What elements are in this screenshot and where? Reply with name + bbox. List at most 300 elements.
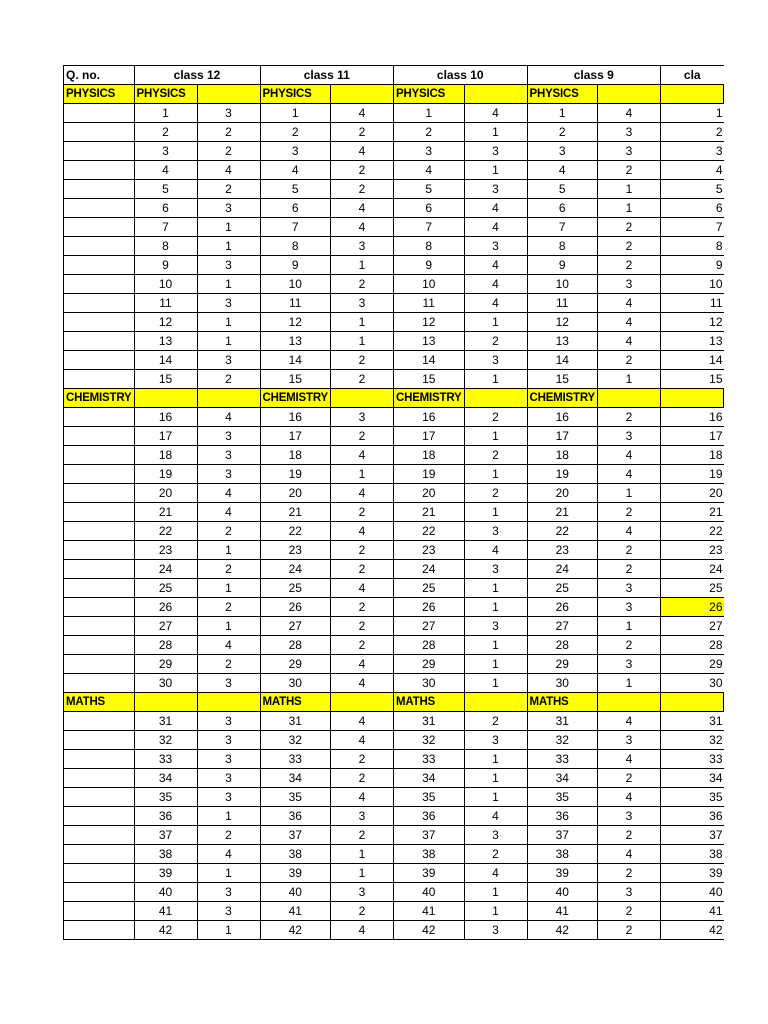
question-number-cell: 2: [661, 123, 724, 142]
table-row: [64, 218, 724, 237]
question-number-cell: 41: [661, 902, 724, 921]
question-number-cell: 5: [527, 180, 598, 199]
question-number-cell: 35: [661, 788, 724, 807]
answer-cell: 1: [331, 845, 394, 864]
question-number-cell: 26: [527, 598, 598, 617]
section-label-cell: CHEMISTRY: [260, 389, 331, 408]
question-number-cell: 1: [260, 104, 331, 123]
table-row: [64, 465, 724, 484]
question-number-cell: 40: [260, 883, 331, 902]
question-number-cell: 2: [527, 123, 598, 142]
answer-cell: 2: [331, 769, 394, 788]
section-label-cell: [464, 693, 527, 712]
answer-cell: 2: [598, 541, 661, 560]
question-number-cell: 11: [260, 294, 331, 313]
question-number-cell: 29: [134, 655, 197, 674]
answer-cell: 4: [598, 104, 661, 123]
answer-cell: 3: [598, 123, 661, 142]
question-number-cell: 28: [527, 636, 598, 655]
qno-cell: [64, 218, 135, 237]
qno-cell: [64, 503, 135, 522]
answer-cell: 1: [464, 769, 527, 788]
table-row: [64, 256, 724, 275]
question-number-cell: 11: [394, 294, 465, 313]
question-number-cell: 26: [260, 598, 331, 617]
answer-cell: 2: [464, 712, 527, 731]
qno-cell: [64, 142, 135, 161]
question-number-cell: 24: [394, 560, 465, 579]
answer-cell: 4: [197, 484, 260, 503]
question-number-cell: 36: [661, 807, 724, 826]
section-label-cell: [197, 389, 260, 408]
answer-cell: 4: [197, 845, 260, 864]
qno-cell: [64, 446, 135, 465]
answer-cell: 4: [331, 218, 394, 237]
table-row: [64, 180, 724, 199]
question-number-cell: 34: [527, 769, 598, 788]
qno-header: Q. no.: [64, 66, 135, 85]
question-number-cell: 14: [661, 351, 724, 370]
question-number-cell: 18: [394, 446, 465, 465]
question-number-cell: 3: [134, 142, 197, 161]
answer-cell: 4: [464, 275, 527, 294]
question-number-cell: 7: [527, 218, 598, 237]
question-number-cell: 14: [134, 351, 197, 370]
question-number-cell: 19: [394, 465, 465, 484]
answer-cell: 2: [598, 769, 661, 788]
question-number-cell: 11: [134, 294, 197, 313]
question-number-cell: 10: [661, 275, 724, 294]
answer-cell: 3: [197, 712, 260, 731]
answer-cell: 1: [464, 123, 527, 142]
question-number-cell: 42: [260, 921, 331, 940]
question-number-cell: 32: [260, 731, 331, 750]
question-number-cell: 38: [661, 845, 724, 864]
question-number-cell: 2: [260, 123, 331, 142]
question-number-cell: 10: [394, 275, 465, 294]
question-number-cell: 25: [260, 579, 331, 598]
question-number-cell: 1: [527, 104, 598, 123]
section-label-cell: CHEMISTRY: [394, 389, 465, 408]
section-label-cell: [464, 85, 527, 104]
question-number-cell: 17: [134, 427, 197, 446]
question-number-cell: 4: [134, 161, 197, 180]
question-number-cell: 37: [394, 826, 465, 845]
question-number-cell: 27: [661, 617, 724, 636]
question-number-cell: 24: [661, 560, 724, 579]
answer-cell: 2: [598, 636, 661, 655]
class12-header: class 12: [134, 66, 260, 85]
answer-cell: 2: [331, 560, 394, 579]
answer-cell: 3: [464, 142, 527, 161]
qno-cell: [64, 845, 135, 864]
answer-cell: 2: [197, 142, 260, 161]
question-number-cell: 4: [527, 161, 598, 180]
answer-cell: 4: [331, 484, 394, 503]
question-number-cell: 26: [661, 598, 724, 617]
answer-key-table: [63, 65, 724, 940]
section-label-cell: [331, 693, 394, 712]
table-row: [64, 522, 724, 541]
table-row: [64, 275, 724, 294]
question-number-cell: 13: [527, 332, 598, 351]
section-label-cell: CHEMISTRY: [527, 389, 598, 408]
question-number-cell: 22: [394, 522, 465, 541]
question-number-cell: 9: [661, 256, 724, 275]
answer-cell: 3: [598, 275, 661, 294]
question-number-cell: 39: [661, 864, 724, 883]
question-number-cell: 22: [260, 522, 331, 541]
table-row: [64, 864, 724, 883]
answer-cell: 2: [331, 617, 394, 636]
answer-cell: 2: [331, 351, 394, 370]
answer-cell: 4: [464, 294, 527, 313]
answer-cell: 3: [464, 560, 527, 579]
question-number-cell: 23: [527, 541, 598, 560]
section-label-cell: PHYSICS: [64, 85, 135, 104]
qno-cell: [64, 579, 135, 598]
answer-cell: 2: [331, 275, 394, 294]
question-number-cell: 19: [527, 465, 598, 484]
class-cut-header: cla: [661, 66, 724, 85]
qno-cell: [64, 465, 135, 484]
question-number-cell: 35: [134, 788, 197, 807]
answer-cell: 1: [197, 921, 260, 940]
answer-cell: 1: [464, 161, 527, 180]
question-number-cell: 37: [661, 826, 724, 845]
question-number-cell: 17: [394, 427, 465, 446]
class9-header: class 9: [527, 66, 661, 85]
question-number-cell: 16: [394, 408, 465, 427]
question-number-cell: 16: [260, 408, 331, 427]
table-row: [64, 750, 724, 769]
question-number-cell: 19: [260, 465, 331, 484]
question-number-cell: 17: [527, 427, 598, 446]
question-number-cell: 10: [527, 275, 598, 294]
section-label-cell: PHYSICS: [134, 85, 197, 104]
section-label-cell: [661, 85, 724, 104]
table-row: [64, 199, 724, 218]
question-number-cell: 6: [134, 199, 197, 218]
table-row: [64, 408, 724, 427]
question-number-cell: 16: [134, 408, 197, 427]
question-number-cell: 23: [260, 541, 331, 560]
answer-cell: 1: [197, 807, 260, 826]
question-number-cell: 27: [260, 617, 331, 636]
question-number-cell: 31: [134, 712, 197, 731]
answer-cell: 3: [197, 104, 260, 123]
qno-cell: [64, 275, 135, 294]
answer-cell: 2: [464, 332, 527, 351]
answer-cell: 2: [197, 826, 260, 845]
question-number-cell: 37: [134, 826, 197, 845]
qno-cell: [64, 788, 135, 807]
answer-cell: 2: [331, 370, 394, 389]
question-number-cell: 30: [394, 674, 465, 693]
answer-cell: 4: [598, 788, 661, 807]
answer-cell: 1: [598, 199, 661, 218]
question-number-cell: 14: [260, 351, 331, 370]
table-row: [64, 161, 724, 180]
qno-cell: [64, 636, 135, 655]
answer-cell: 3: [464, 522, 527, 541]
qno-cell: [64, 427, 135, 446]
answer-cell: 4: [197, 408, 260, 427]
question-number-cell: 1: [394, 104, 465, 123]
answer-cell: 1: [197, 579, 260, 598]
question-number-cell: 21: [527, 503, 598, 522]
question-number-cell: 28: [134, 636, 197, 655]
question-number-cell: 2: [134, 123, 197, 142]
question-number-cell: 38: [260, 845, 331, 864]
table-row: [64, 598, 724, 617]
qno-cell: [64, 161, 135, 180]
answer-cell: 1: [464, 598, 527, 617]
section-label-cell: MATHS: [394, 693, 465, 712]
answer-cell: 1: [464, 427, 527, 446]
class11-header: class 11: [260, 66, 394, 85]
section-label-cell: [197, 693, 260, 712]
section-label-cell: [598, 389, 661, 408]
qno-cell: [64, 541, 135, 560]
qno-cell: [64, 484, 135, 503]
question-number-cell: 6: [394, 199, 465, 218]
answer-cell: 2: [197, 598, 260, 617]
answer-cell: 2: [331, 123, 394, 142]
question-number-cell: 7: [260, 218, 331, 237]
answer-cell: 1: [197, 218, 260, 237]
question-number-cell: 12: [661, 313, 724, 332]
question-number-cell: 5: [661, 180, 724, 199]
question-number-cell: 7: [661, 218, 724, 237]
table-row: [64, 484, 724, 503]
question-number-cell: 34: [661, 769, 724, 788]
question-number-cell: 32: [661, 731, 724, 750]
question-number-cell: 38: [134, 845, 197, 864]
answer-cell: 1: [464, 370, 527, 389]
answer-cell: 2: [598, 256, 661, 275]
question-number-cell: 29: [394, 655, 465, 674]
question-number-cell: 41: [394, 902, 465, 921]
table-row: [64, 313, 724, 332]
question-number-cell: 21: [394, 503, 465, 522]
answer-cell: 4: [464, 541, 527, 560]
section-label-cell: PHYSICS: [527, 85, 598, 104]
section-label-cell: PHYSICS: [260, 85, 331, 104]
question-number-cell: 3: [661, 142, 724, 161]
question-number-cell: 30: [260, 674, 331, 693]
table-row: [64, 294, 724, 313]
question-number-cell: 24: [134, 560, 197, 579]
answer-cell: 4: [598, 332, 661, 351]
section-label-cell: [598, 693, 661, 712]
answer-cell: 2: [331, 598, 394, 617]
answer-cell: 3: [464, 351, 527, 370]
table-row: [64, 655, 724, 674]
answer-cell: 4: [331, 921, 394, 940]
answer-cell: 2: [598, 921, 661, 940]
section-label-cell: [134, 693, 197, 712]
question-number-cell: 12: [527, 313, 598, 332]
question-number-cell: 11: [527, 294, 598, 313]
header-row: [64, 66, 724, 85]
answer-cell: 4: [331, 712, 394, 731]
question-number-cell: 8: [527, 237, 598, 256]
answer-cell: 4: [598, 294, 661, 313]
table-row: [64, 769, 724, 788]
answer-cell: 2: [197, 180, 260, 199]
answer-cell: 2: [197, 522, 260, 541]
answer-cell: 2: [331, 902, 394, 921]
question-number-cell: 36: [134, 807, 197, 826]
qno-cell: [64, 902, 135, 921]
answer-cell: 3: [331, 408, 394, 427]
question-number-cell: 22: [527, 522, 598, 541]
answer-cell: 2: [598, 351, 661, 370]
answer-cell: 4: [331, 446, 394, 465]
question-number-cell: 16: [527, 408, 598, 427]
answer-cell: 3: [331, 237, 394, 256]
question-number-cell: 8: [661, 237, 724, 256]
question-number-cell: 36: [260, 807, 331, 826]
answer-cell: 4: [598, 522, 661, 541]
question-number-cell: 31: [661, 712, 724, 731]
table-row: [64, 332, 724, 351]
question-number-cell: 34: [134, 769, 197, 788]
question-number-cell: 41: [134, 902, 197, 921]
qno-cell: [64, 180, 135, 199]
answer-cell: 4: [331, 731, 394, 750]
answer-cell: 4: [598, 750, 661, 769]
answer-cell: 3: [464, 617, 527, 636]
answer-cell: 2: [598, 237, 661, 256]
question-number-cell: 42: [527, 921, 598, 940]
answer-cell: 1: [331, 864, 394, 883]
question-number-cell: 42: [394, 921, 465, 940]
question-number-cell: 22: [134, 522, 197, 541]
answer-cell: 4: [464, 199, 527, 218]
answer-cell: 3: [598, 731, 661, 750]
answer-cell: 2: [331, 161, 394, 180]
answer-cell: 2: [197, 370, 260, 389]
answer-cell: 4: [197, 503, 260, 522]
question-number-cell: 33: [527, 750, 598, 769]
question-number-cell: 33: [260, 750, 331, 769]
qno-cell: [64, 826, 135, 845]
question-number-cell: 29: [260, 655, 331, 674]
qno-cell: [64, 769, 135, 788]
answer-cell: 2: [464, 845, 527, 864]
answer-cell: 2: [598, 902, 661, 921]
question-number-cell: 39: [134, 864, 197, 883]
answer-cell: 3: [598, 598, 661, 617]
question-number-cell: 4: [661, 161, 724, 180]
answer-cell: 2: [598, 503, 661, 522]
question-number-cell: 17: [661, 427, 724, 446]
question-number-cell: 32: [394, 731, 465, 750]
question-number-cell: 10: [134, 275, 197, 294]
section-label-cell: [331, 85, 394, 104]
answer-cell: 1: [331, 313, 394, 332]
question-number-cell: 30: [527, 674, 598, 693]
answer-cell: 1: [464, 902, 527, 921]
answer-cell: 2: [464, 408, 527, 427]
answer-cell: 1: [464, 636, 527, 655]
question-number-cell: 28: [260, 636, 331, 655]
answer-cell: 3: [197, 750, 260, 769]
table-row: [64, 351, 724, 370]
table-row: [64, 788, 724, 807]
section-label-cell: PHYSICS: [394, 85, 465, 104]
section-label-cell: MATHS: [64, 693, 135, 712]
answer-cell: 3: [464, 921, 527, 940]
qno-cell: [64, 731, 135, 750]
answer-cell: 3: [197, 256, 260, 275]
question-number-cell: 13: [134, 332, 197, 351]
question-number-cell: 3: [527, 142, 598, 161]
answer-cell: 3: [598, 883, 661, 902]
section-header-row: [64, 693, 724, 712]
section-label-cell: MATHS: [527, 693, 598, 712]
question-number-cell: 4: [394, 161, 465, 180]
answer-cell: 1: [464, 674, 527, 693]
answer-cell: 1: [464, 883, 527, 902]
question-number-cell: 16: [661, 408, 724, 427]
question-number-cell: 25: [394, 579, 465, 598]
question-number-cell: 1: [661, 104, 724, 123]
qno-cell: [64, 598, 135, 617]
class10-header: class 10: [394, 66, 528, 85]
question-number-cell: 17: [260, 427, 331, 446]
answer-cell: 1: [331, 256, 394, 275]
question-number-cell: 20: [134, 484, 197, 503]
question-number-cell: 32: [134, 731, 197, 750]
question-number-cell: 13: [394, 332, 465, 351]
qno-cell: [64, 332, 135, 351]
answer-cell: 4: [598, 465, 661, 484]
question-number-cell: 13: [661, 332, 724, 351]
table-row: [64, 142, 724, 161]
table-row: [64, 617, 724, 636]
answer-cell: 1: [331, 465, 394, 484]
answer-cell: 3: [197, 883, 260, 902]
question-number-cell: 27: [394, 617, 465, 636]
answer-cell: 3: [598, 655, 661, 674]
question-number-cell: 33: [394, 750, 465, 769]
answer-cell: 2: [464, 446, 527, 465]
qno-cell: [64, 807, 135, 826]
question-number-cell: 10: [260, 275, 331, 294]
question-number-cell: 20: [527, 484, 598, 503]
question-number-cell: 21: [661, 503, 724, 522]
answer-cell: 2: [598, 826, 661, 845]
question-number-cell: 19: [134, 465, 197, 484]
question-number-cell: 37: [527, 826, 598, 845]
qno-cell: [64, 104, 135, 123]
section-label-cell: [331, 389, 394, 408]
question-number-cell: 12: [134, 313, 197, 332]
answer-cell: 4: [464, 807, 527, 826]
table-row: [64, 446, 724, 465]
qno-cell: [64, 655, 135, 674]
answer-cell: 3: [197, 674, 260, 693]
question-number-cell: 40: [661, 883, 724, 902]
question-number-cell: 33: [134, 750, 197, 769]
question-number-cell: 21: [134, 503, 197, 522]
question-number-cell: 35: [527, 788, 598, 807]
answer-cell: 4: [331, 104, 394, 123]
question-number-cell: 18: [134, 446, 197, 465]
